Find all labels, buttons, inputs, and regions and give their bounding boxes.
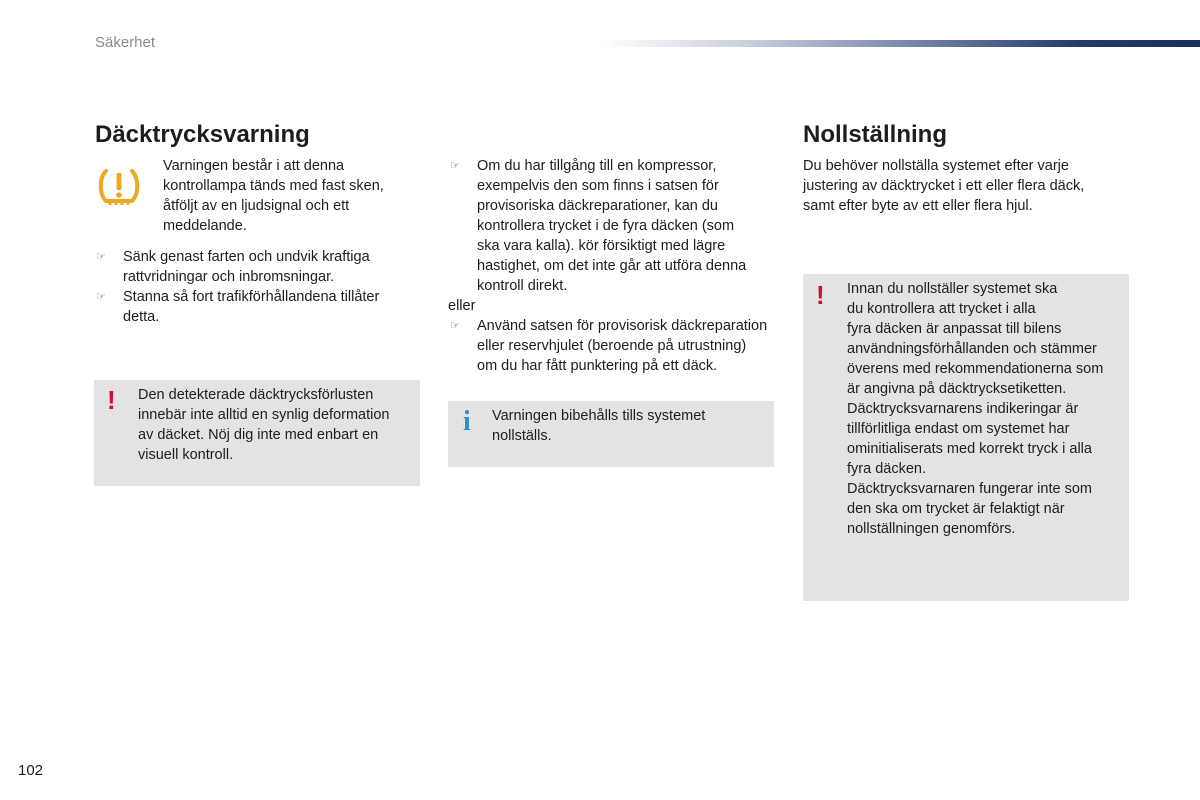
text-line: eller reservhjulet (beroende på utrustning) <box>477 338 747 354</box>
text-line: ska vara kalla). kör försiktigt med lägre <box>477 238 726 254</box>
text-line: Innan du nollställer systemet ska <box>847 281 1058 297</box>
left-bullets <box>94 247 414 327</box>
text-line: överens med rekommendationerna som <box>847 361 1104 377</box>
section-title: Säkerhet <box>95 34 156 51</box>
warning-text <box>847 279 1125 539</box>
pointing-hand-icon: ☞ <box>96 290 106 303</box>
list-item <box>94 287 414 327</box>
text-line: fyra däcken är anpassat till bilens <box>847 321 1062 337</box>
left-title: Däcktrycksvarning <box>95 121 310 148</box>
info-box <box>448 401 774 467</box>
text-line: Om du har tillgång till en kompressor, <box>477 158 717 174</box>
text-line: meddelande. <box>163 218 247 234</box>
text-line: Sänk genast farten och undvik kraftiga <box>123 249 370 265</box>
warning-box <box>803 274 1129 601</box>
text-line: Varningen bibehålls tills systemet <box>492 408 706 424</box>
text-line: om du har fått punktering på ett däck. <box>477 358 718 374</box>
text-line: tillförlitliga endast om systemet har <box>847 421 1070 437</box>
pointing-hand-icon: ☞ <box>450 319 460 332</box>
tire-pressure-warning-icon <box>96 163 142 209</box>
warning-text <box>138 385 414 465</box>
pointing-hand-icon: ☞ <box>96 250 106 263</box>
text-line: visuell kontroll. <box>138 447 234 463</box>
text-line: provisoriska däckreparationer, kan du <box>477 198 718 214</box>
left-intro <box>163 156 413 236</box>
text-line: Däcktrycksvarnaren fungerar inte som <box>847 481 1092 497</box>
or-text: eller <box>448 298 476 314</box>
text-line: Den detekterade däcktrycksförlusten <box>138 387 374 403</box>
list-item <box>448 156 778 296</box>
text-line: fyra däcken. <box>847 461 926 477</box>
text-line: användningsförhållanden och stämmer <box>847 341 1097 357</box>
text-line: samt efter byte av ett eller flera hjul. <box>803 198 1033 214</box>
list-item <box>94 247 414 287</box>
right-title: Nollställning <box>803 121 947 148</box>
text-line: exempelvis den som finns i satsen för <box>477 178 719 194</box>
page-number: 102 <box>18 762 44 779</box>
header-gradient-bar <box>600 40 1200 47</box>
list-item <box>448 316 778 376</box>
exclamation-icon: ! <box>816 280 825 310</box>
text-line: justering av däcktrycket i ett eller flera däck, <box>803 178 1085 194</box>
text-line: av däcket. Nöj dig inte med enbart en <box>138 427 379 443</box>
text-line: Använd satsen för provisorisk däckreparation <box>477 318 768 334</box>
pointing-hand-icon: ☞ <box>450 159 460 172</box>
text-line: detta. <box>123 309 160 325</box>
text-line: nollställs. <box>492 428 552 444</box>
info-icon: i <box>463 406 471 437</box>
text-line: Stanna så fort trafikförhållandena tillåter <box>123 289 380 305</box>
text-line: kontroll direkt. <box>477 278 568 294</box>
middle-content <box>448 156 778 376</box>
text-line: Du behöver nollställa systemet efter varje <box>803 158 1069 174</box>
text-line: är angivna på däcktrycksetiketten. <box>847 381 1067 397</box>
text-line: Däcktrycksvarnarens indikeringar är <box>847 401 1079 417</box>
text-line: åtföljt av en ljudsignal och ett <box>163 198 350 214</box>
text-line: ominitialiserats med korrekt tryck i alla <box>847 441 1092 457</box>
text-line: hastighet, om det inte går att utföra denna <box>477 258 747 274</box>
warning-box <box>94 380 420 486</box>
right-intro <box>803 156 1143 216</box>
exclamation-icon: ! <box>107 385 116 415</box>
text-line: du kontrollera att trycket i alla <box>847 301 1036 317</box>
text-line: den ska om trycket är felaktigt när <box>847 501 1065 517</box>
text-line: kontrollampa tänds med fast sken, <box>163 178 384 194</box>
text-line: nollställningen genomförs. <box>847 521 1016 537</box>
text-line: rattvridningar och inbromsningar. <box>123 269 335 285</box>
info-text <box>492 406 768 446</box>
text-line: kontrollera trycket i de fyra däcken (som <box>477 218 735 234</box>
text-line: innebär inte alltid en synlig deformation <box>138 407 390 423</box>
text-line: Varningen består i att denna <box>163 158 345 174</box>
